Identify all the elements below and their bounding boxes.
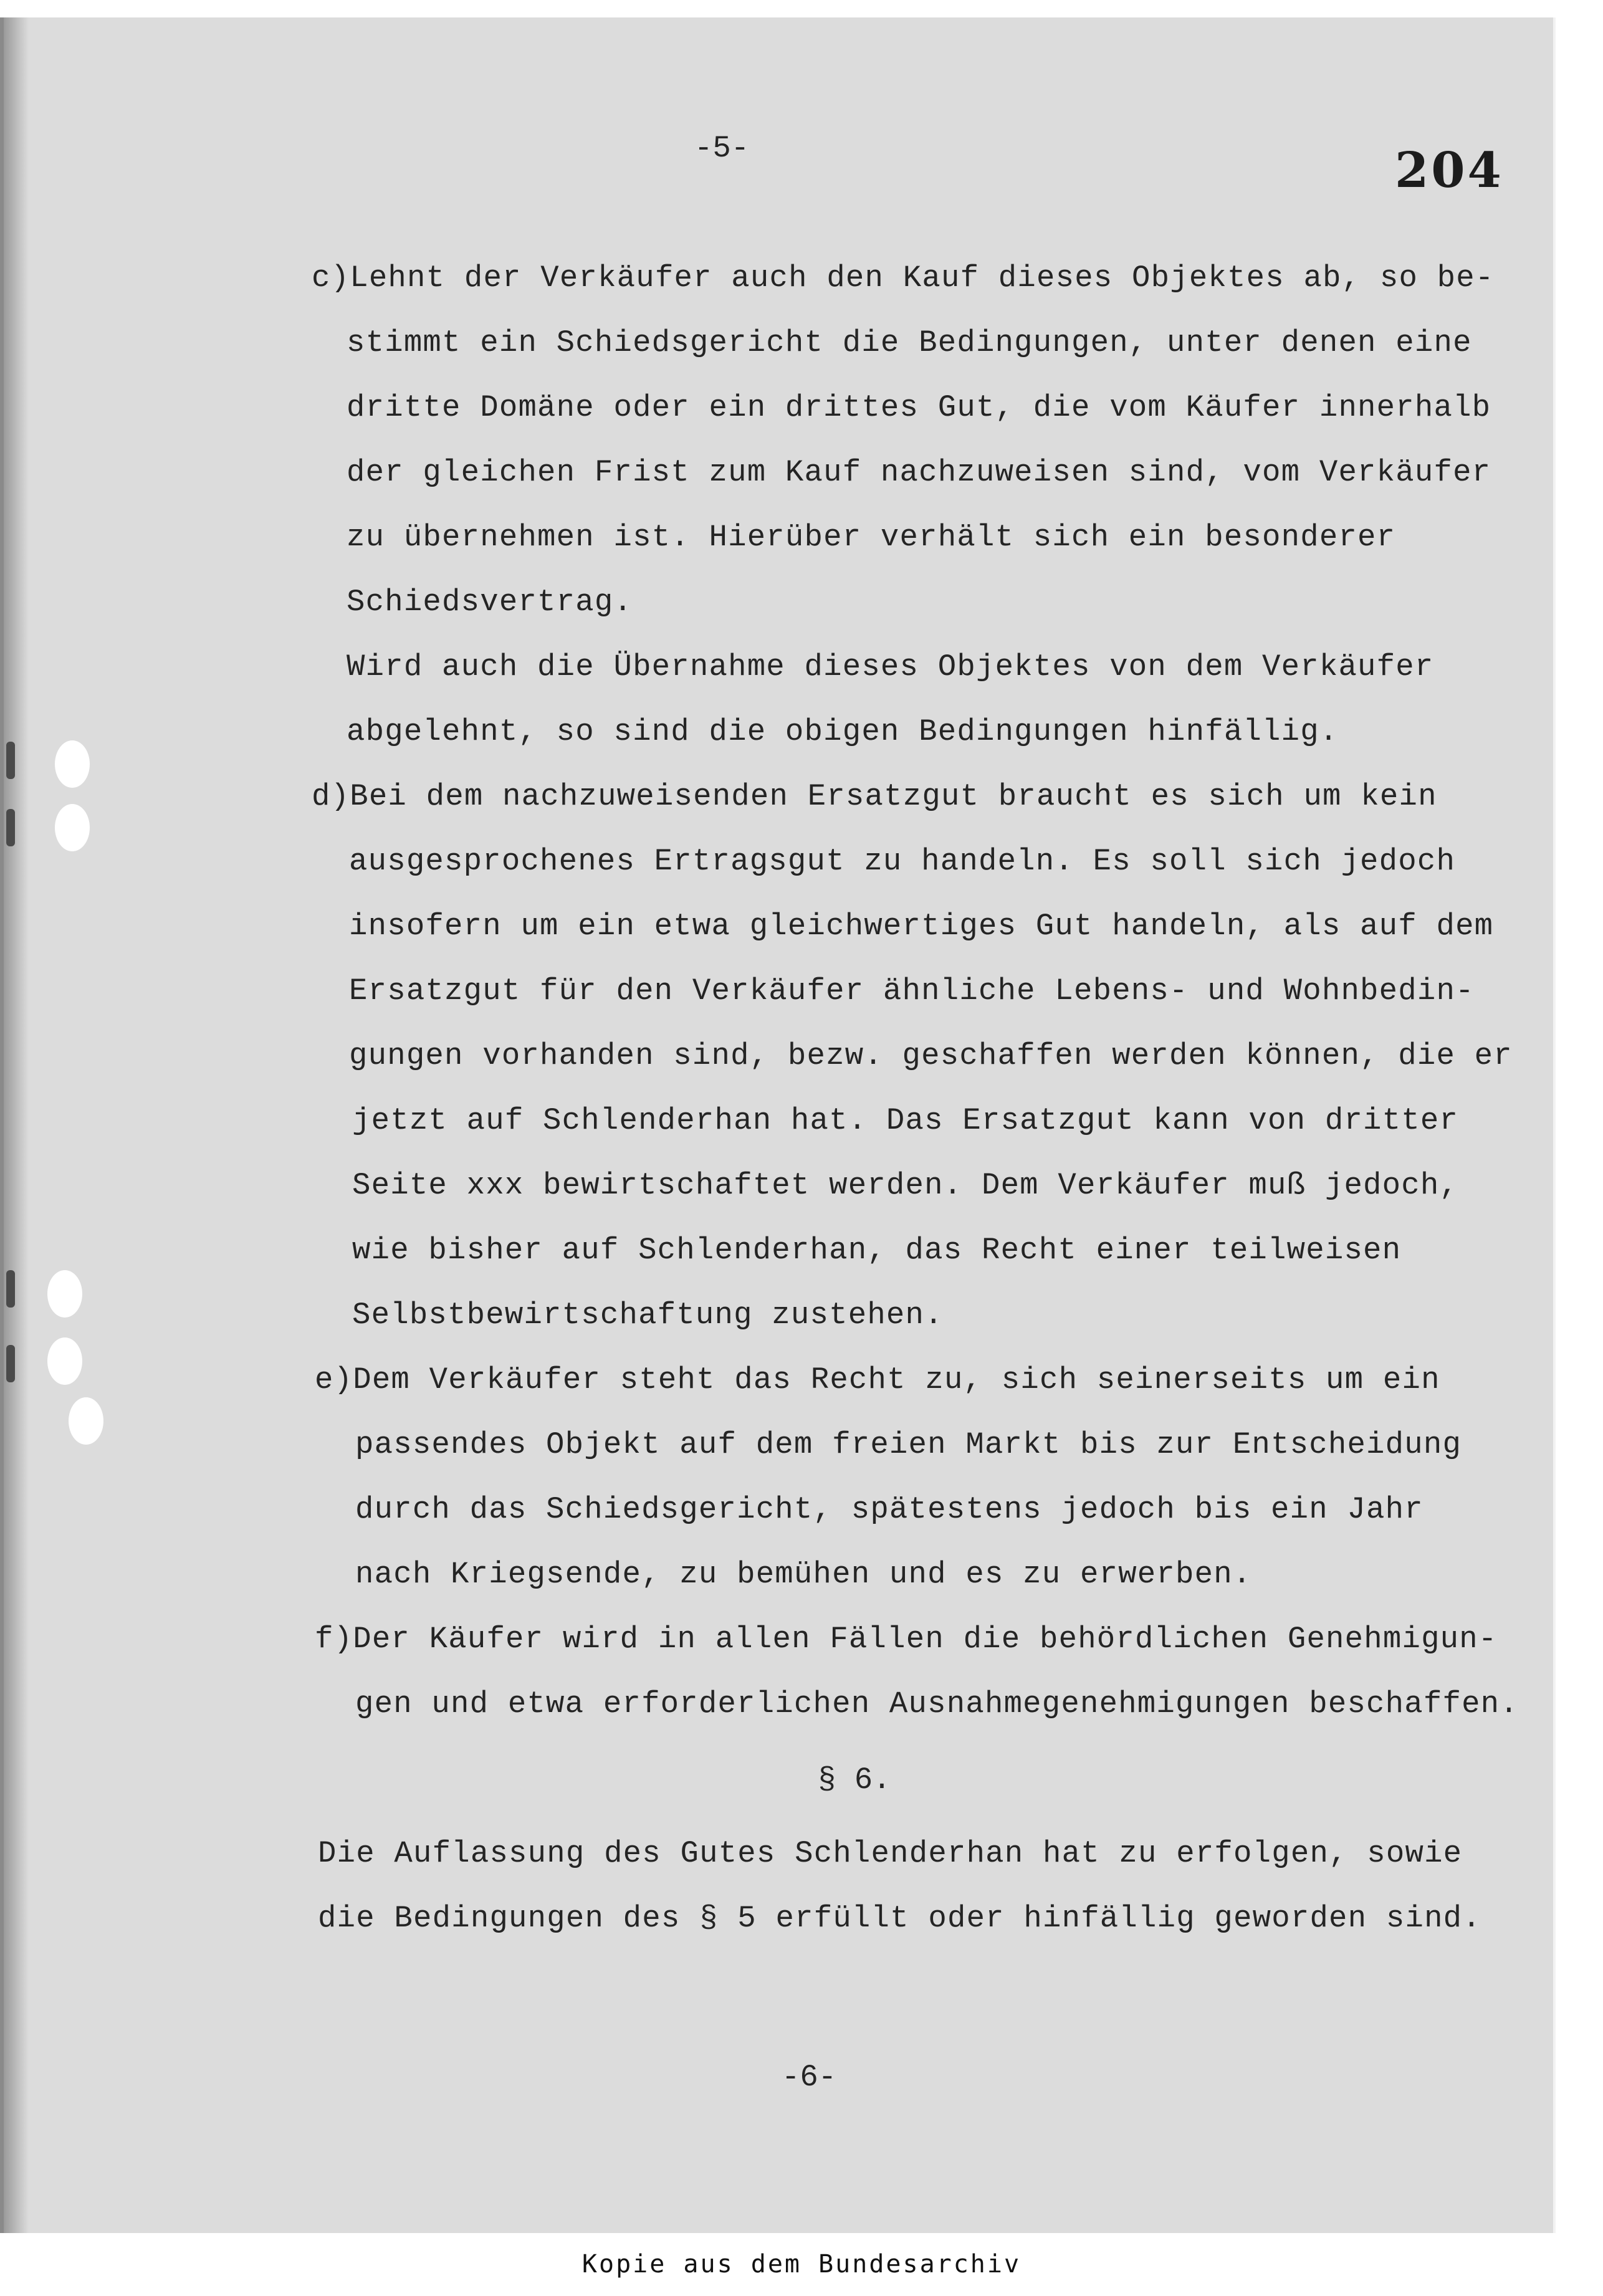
text-line: Selbstbewirtschaftung zustehen. (352, 1298, 944, 1332)
text-line: f)Der Käufer wird in allen Fällen die behördlichen Genehmigun- (315, 1622, 1498, 1657)
text-line: Schiedsvertrag. (347, 585, 633, 619)
page-number-bottom: -6- (782, 2060, 837, 2095)
binding-mark (6, 742, 15, 779)
text-line: passendes Objekt auf dem freien Markt bis zur Entscheidung (355, 1427, 1462, 1462)
punch-hole (55, 804, 90, 851)
text-line: c)Lehnt der Verkäufer auch den Kauf dieses Objektes ab, so be- (312, 261, 1495, 295)
text-line: ausgesprochenes Ertragsgut zu handeln. Es soll sich jedoch (349, 844, 1456, 879)
text-line: stimmt ein Schiedsgericht die Bedingungen, unter denen eine (347, 325, 1472, 360)
text-line: jetzt auf Schlenderhan hat. Das Ersatzgut kann von dritter (352, 1103, 1459, 1138)
punch-hole (69, 1397, 103, 1445)
text-line: d)Bei dem nachzuweisenden Ersatzgut braucht es sich um kein (312, 779, 1437, 814)
punch-hole (47, 1270, 82, 1318)
folio-number-stamp: 204 (1395, 142, 1504, 199)
text-line: Wird auch die Übernahme dieses Objektes von dem Verkäufer (347, 649, 1434, 684)
text-line: wie bisher auf Schlenderhan, das Recht einer teilweisen (352, 1233, 1402, 1268)
text-line: dritte Domäne oder ein drittes Gut, die vom Käufer innerhalb (347, 390, 1491, 425)
text-line: e)Dem Verkäufer steht das Recht zu, sich seinerseits um ein (315, 1362, 1440, 1397)
text-line: abgelehnt, so sind die obigen Bedingungen hinfällig. (347, 714, 1339, 749)
binding-mark (6, 1345, 15, 1382)
text-line: Die Auflassung des Gutes Schlenderhan hat zu erfolgen, sowie (318, 1836, 1463, 1871)
text-line: nach Kriegsende, zu bemühen und es zu erwerben. (355, 1557, 1252, 1592)
text-line: durch das Schiedsgericht, spätestens jedoch bis ein Jahr (355, 1492, 1424, 1527)
text-line: der gleichen Frist zum Kauf nachzuweisen sind, vom Verkäufer (347, 455, 1491, 490)
punch-hole (55, 740, 90, 788)
punch-hole (47, 1337, 82, 1385)
text-line: zu übernehmen ist. Hierüber verhält sich ein besonderer (347, 520, 1396, 555)
sheet-edge-shadow (4, 17, 29, 2233)
text-line: insofern um ein etwa gleichwertiges Gut handeln, als auf dem (349, 909, 1494, 944)
text-line: Ersatzgut für den Verkäufer ähnliche Lebens- und Wohnbedin- (349, 973, 1475, 1008)
text-line: gen und etwa erforderlichen Ausnahmegenehmigungen beschaffen. (355, 1686, 1519, 1721)
page-number-top: -5- (694, 131, 750, 166)
text-line: gungen vorhanden sind, bezw. geschaffen werden können, die er (349, 1038, 1513, 1073)
binding-mark (6, 1270, 15, 1308)
text-line: Seite xxx bewirtschaftet werden. Dem Verkäufer muß jedoch, (352, 1168, 1459, 1203)
text-line: die Bedingungen des § 5 erfüllt oder hinfällig geworden sind. (318, 1901, 1481, 1936)
section-heading: § 6. (818, 1763, 891, 1797)
archive-footer: Kopie aus dem Bundesarchiv (581, 2250, 1022, 2279)
binding-mark (6, 809, 15, 846)
